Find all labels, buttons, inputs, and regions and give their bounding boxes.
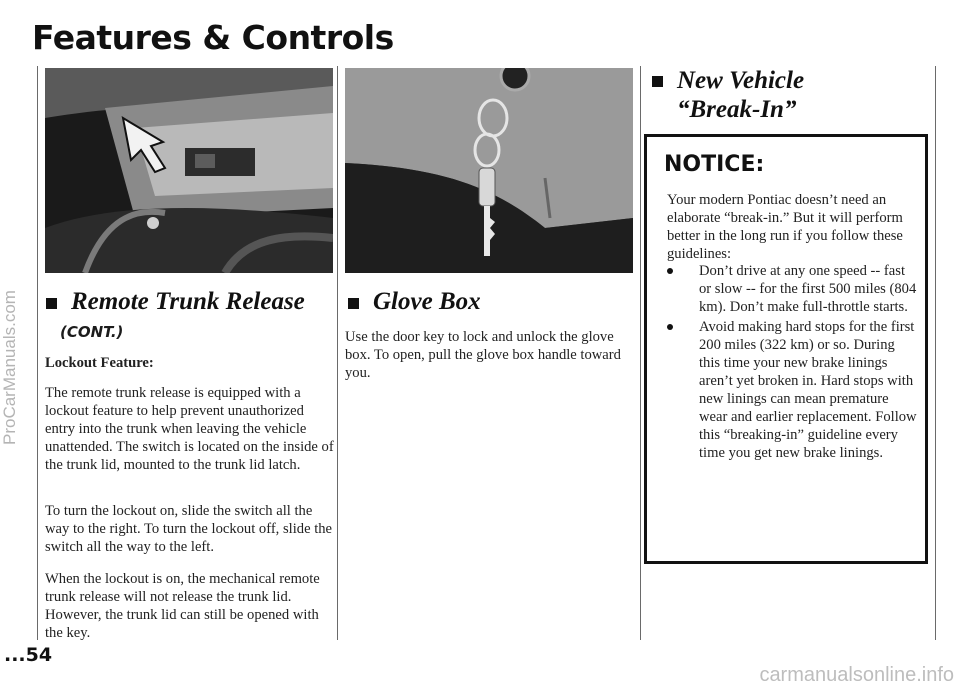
break-in-title-line1: New Vehicle bbox=[677, 67, 805, 94]
trunk-lockout-photo bbox=[45, 68, 333, 273]
page-number: ...54 bbox=[4, 644, 53, 666]
remote-trunk-release-subtitle: (CONT.) bbox=[60, 323, 124, 341]
glove-box-heading bbox=[348, 288, 481, 316]
notice-intro: Your modern Pontiac doesn’t need an elaborate “break-in.” But it will perform better in the long run if you follow these guidelines: bbox=[667, 192, 903, 262]
glove-box-paragraph: Use the door key to lock and unlock the glove box. To open, pull the glove box handle toward you. bbox=[345, 329, 621, 381]
notice-title: NOTICE: bbox=[664, 152, 765, 177]
lockout-paragraph-3: When the lockout is on, the mechanical remote trunk release will not release the trunk lid. However, the trunk lid can still be opened with the key. bbox=[45, 571, 320, 641]
break-in-title-line2: “Break-In” bbox=[677, 96, 797, 123]
notice-box bbox=[644, 134, 928, 564]
remote-trunk-release-heading bbox=[46, 288, 305, 316]
bullet-dot-icon bbox=[667, 268, 673, 274]
break-in-heading bbox=[652, 66, 804, 124]
column-rule-mid-right bbox=[640, 66, 641, 640]
glove-box-title: Glove Box bbox=[373, 288, 481, 315]
column-rule-mid-left bbox=[337, 66, 338, 640]
footer-watermark: carmanualsonline.info bbox=[759, 664, 954, 686]
column-rule-left bbox=[37, 66, 38, 640]
bullet-square-icon bbox=[652, 76, 663, 87]
lockout-paragraph-1: The remote trunk release is equipped with a lockout feature to help prevent unauthorized entry into the trunk when leaving the vehicle unattended. The switch is located on the inside of the trunk lid, mounted to the trunk lid latch. bbox=[45, 385, 334, 473]
remote-trunk-release-title: Remote Trunk Release bbox=[71, 288, 305, 315]
glove-box-key-photo bbox=[345, 68, 633, 273]
notice-bullet-list bbox=[667, 262, 917, 464]
side-watermark: ProCarManuals.com bbox=[0, 290, 19, 446]
bullet-square-icon bbox=[46, 298, 57, 309]
list-item bbox=[667, 262, 917, 316]
column-rule-right bbox=[935, 66, 936, 640]
lockout-paragraph-2: To turn the lockout on, slide the switch all the way to the right. To turn the lockout off, slide the switch all the way to the left. bbox=[45, 503, 333, 555]
notice-bullet-text: Avoid making hard stops for the first 200 miles (322 km) or so. During this time your new brake linings aren’t yet broken in. Hard stops with new linings can mean premature wear and earlier replacement. Follow this “breaking-in” guideline every time you get new brake linings. bbox=[699, 319, 917, 461]
notice-bullet-text: Don’t drive at any one speed -- fast or slow -- for the first 500 miles (804 km). Don’t make full-throttle starts. bbox=[699, 263, 917, 315]
list-item bbox=[667, 318, 917, 462]
bullet-dot-icon bbox=[667, 324, 673, 330]
lockout-feature-label: Lockout Feature: bbox=[45, 355, 154, 371]
page-title: Features & Controls bbox=[32, 18, 394, 57]
bullet-square-icon bbox=[348, 298, 359, 309]
